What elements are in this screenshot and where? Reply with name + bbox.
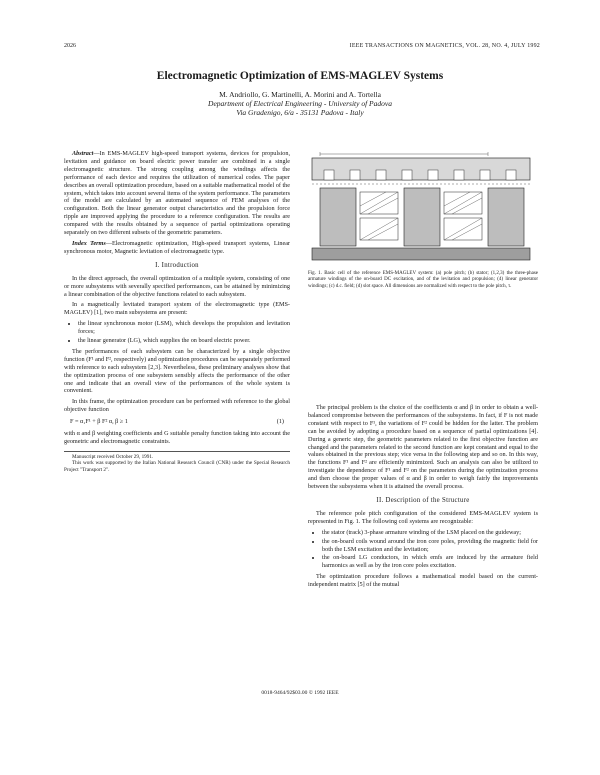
coil-system-list xyxy=(308,529,538,571)
intro-paragraph-4: In this frame, the optimization procedure can be performed with reference to the global objective function xyxy=(64,398,290,414)
paper-title: Electromagnetic Optimization of EMS-MAGLEV Systems xyxy=(156,70,444,82)
intro-subsystem-list xyxy=(64,320,290,345)
footnote: This work was supported by the Italian National Research Council (CNR) under the Special Research Project "Transport 2". xyxy=(64,460,290,473)
index-terms-text: —Electromagnetic optimization, High-speed transport systems, Linear synchronous motor, Magnetic levitation of electromagnetic type. xyxy=(64,239,290,255)
journal-header: IEEE TRANSACTIONS ON MAGNETICS, VOL. 28, NO. 4, JULY 1992 xyxy=(349,43,540,49)
equation-1 xyxy=(64,418,290,426)
intro-paragraph-3: The performances of each subsystem can be characterized by a single objective function (F¹ and F², respectively) and optimization procedures can be separately performed with reference to each subsystem [2,3]. Nevertheless, these preliminary analyses show that the optimization process of one subsystem sensibly affects the performance of the other one and indicate that an overall view of the performances of the whole system is convenient. xyxy=(64,347,290,395)
list-item: • the on-board LG conductors, in which emfs are induced by the armature field harmonics as well as by the iron core poles excitation. xyxy=(322,554,538,570)
index-terms xyxy=(64,240,290,256)
author-department: Department of Electrical Engineering - University of Padova xyxy=(208,99,392,108)
abstract-label: Abstract xyxy=(72,150,94,157)
right-paragraph-2: The reference pole pitch configuration of the considered EMS-MAGLEV system is represented in Fig. 1. The following coil systems are recognizable: xyxy=(308,509,538,525)
list-item: • the linear synchronous motor (LSM), which develops the propulsion and levitation forces; xyxy=(78,320,290,336)
right-paragraph-3: The optimization procedure follows a mathematical model based on the current-independent matrix [5] of the mutual xyxy=(308,573,538,589)
abstract xyxy=(64,150,290,237)
footnote: Manuscript received October 29, 1991. xyxy=(72,453,154,460)
figure-1-caption: Fig. 1. Basic cell of the reference EMS-MAGLEV system: (a) pole pitch; (b) stator; (1,2,3) the three-phase armature windings of the on-board DC excitation, and of the levitation and propulsion; (4) linear generator windings; (c) d.c. field; (d) slot space. All dimensions are normalized with respect to the pole pitch, τ. xyxy=(308,271,538,289)
footnotes xyxy=(64,451,290,473)
equation-number: (1) xyxy=(276,418,284,426)
equation-body: F = α₁F¹ + β F² α, β ≥ 1 xyxy=(70,418,128,426)
right-paragraph-1: The principal problem is the choice of the coefficients α and β in order to obtain a well-balanced compromise between the performances of the subsystems. In fact, if F is not made constant with respect to F¹, the variations of F² could be hidden for the latter. The problem can be avoided by adopting a procedure based on a sequence of partial optimizations [4]. During a generic step, the geometric parameters related to the first objective function are changed and the parameters related to the second function are kept constant and equal to the values obtained in the previous step; vice versa in the following step and so on. In this way, the functions F¹ and F² are efficiently minimized. Such an analysis can also be utilized to investigate the dependence of F¹ and F² on the parameters during the optimization process and then choose the proper values of α and β in order to weigh fairly the improvements between the subsystems when it is attained the overall process. xyxy=(308,404,538,491)
list-item: • the on-board coils wound around the iron core poles, providing the magnetic field for both the LSM excitation and the levitation; xyxy=(322,538,538,554)
intro-paragraph-1: In the direct approach, the overall optimization of a multiple system, consisting of one or more subsystems with severally specified performances, can be attained by minimizing a linear combination of the objective functions related to each subsystem. xyxy=(64,274,290,298)
section-heading-structure: II. Description of the Structure xyxy=(376,496,470,504)
intro-paragraph-5: with α and β weighting coefficients and G suitable penalty function taking into account the geometric and electromagnetic constraints. xyxy=(64,430,290,445)
section-heading-introduction: I. Introduction xyxy=(155,261,199,269)
author-block xyxy=(0,90,600,117)
abstract-text: —In EMS-MAGLEV high-speed transport systems, devices for propulsion, levitation and guidance on board electric power transfer are combined in a single electromagnetic structure. The strong coupling among the windings affects the performance of each device and requires the utilization of numerical codes. The paper describes an overall optimization procedure, based on a suitable mathematical model of the system, which takes into account several items of the system performance. The parameters of the model are calculated by an automated sequence of FEM analyses of the configuration. Both the linear generator output characteristics and the propulsion force ripple are improved applying the procedure to a reference configuration. The results are compared with the results obtained by a sequence of partial optimizations operating separately on two different subsets of the geometric parameters. xyxy=(64,150,290,237)
author-names: M. Andriollo, G. Martinelli, A. Morini and A. Tortella xyxy=(219,90,381,99)
list-item: • the stator (track) 3-phase armature winding of the LSM placed on the guideway; xyxy=(322,529,538,537)
copyright-footer: 0018-9464/92$03.00 © 1992 IEEE xyxy=(261,690,339,696)
author-address: Via Gradenigo, 6/a - 35131 Padova - Italy xyxy=(236,108,364,117)
right-column xyxy=(308,404,538,592)
cross-section-drawing xyxy=(306,150,538,268)
index-terms-label: Index Terms xyxy=(72,239,106,247)
figure-1-diagram xyxy=(306,150,538,268)
list-item: • the linear generator (LG), which supplies the on board electric power. xyxy=(78,337,290,345)
page-number: 2026 xyxy=(64,43,76,49)
intro-paragraph-2: In a magnetically levitated transport system of the electromagnetic type (EMS-MAGLEV) [1], two main subsystems are present: xyxy=(64,301,290,317)
left-column xyxy=(64,150,290,473)
